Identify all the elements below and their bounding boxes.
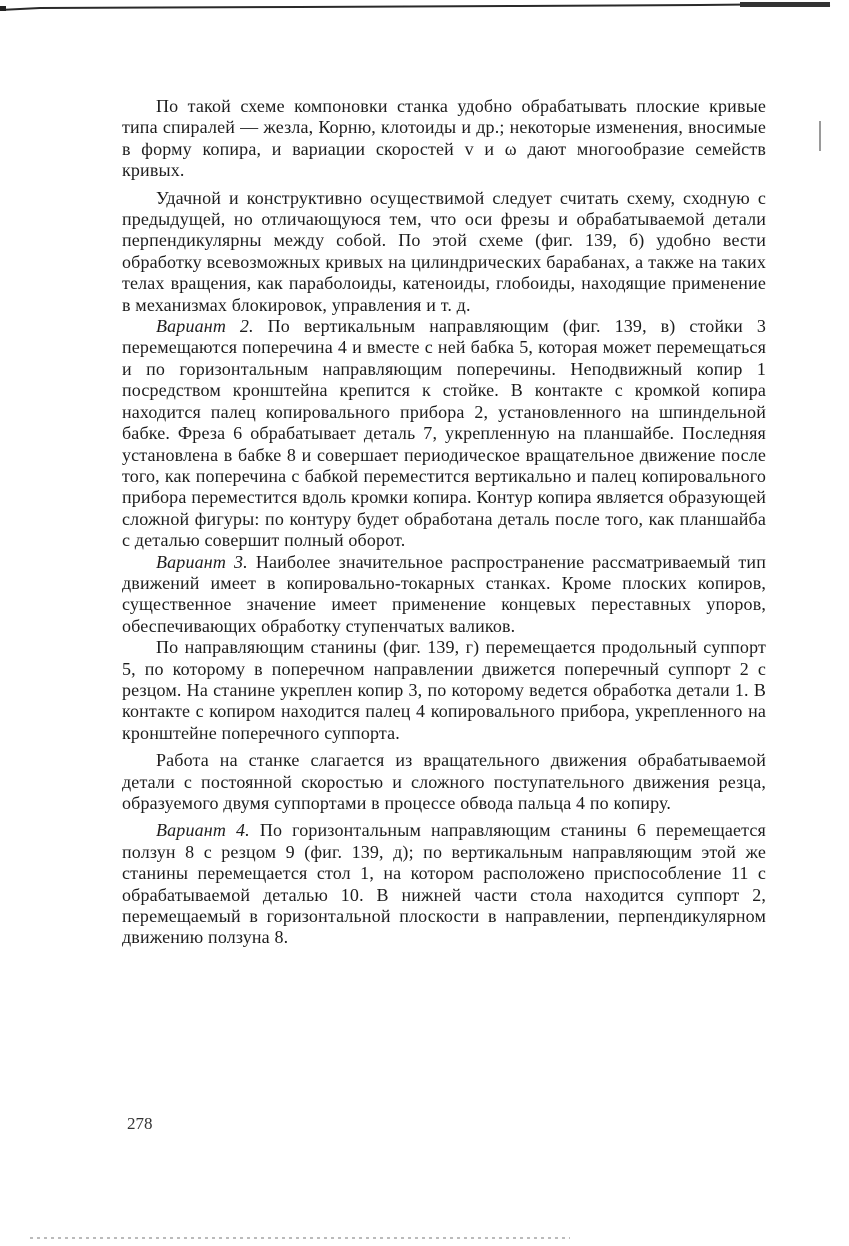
variant-4-text: По горизонтальным направляющим станины 6 перемещается ползун 8 с резцом 9 (фиг. 139, д); по вертикальным направляющим этой же станины перемещается стол 1, на котором расположено приспособление 11 с обрабатываемой деталью 10. В нижней части стола находится суппорт 2, перемещаемый в горизонтальной плоскости в направлении, перпендикулярном движению ползуна 8. — [122, 820, 766, 948]
variant-2-lead: Вариант 2. — [156, 316, 254, 337]
page-body — [122, 96, 766, 949]
variant-3-text: Наиболее значительное распространение рассматриваемый тип движений имеет в копировально-токарных станках. Кроме плоских копиров, существенное значение имеет применение концевых переставных упоров, обеспечивающих обработку ступенчатых валиков. — [122, 551, 766, 636]
variant-4-lead: Вариант 4. — [156, 820, 250, 841]
paragraph-1: По такой схеме компоновки станка удобно обрабатывать плоские кривые типа спиралей — жезла, Корню, клотоиды и др.; некоторые изменения, вносимые в форму копира, и вариации скоростей v и ω дают многообразие семейств кривых. — [122, 96, 766, 181]
variant-3-lead: Вариант 3. — [156, 551, 248, 572]
paragraph-variant-3 — [122, 552, 766, 638]
scan-bottom-edge — [30, 1228, 570, 1234]
margin-mark — [819, 121, 821, 151]
scan-top-edge — [0, 0, 849, 12]
paragraph-variant-2 — [122, 316, 766, 551]
paragraph-2: Удачной и конструктивно осуществимой следует считать схему, сходную с предыдущей, но отличающуюся тем, что оси фрезы и обрабатываемой детали перпендикулярны между собой. По этой схеме (фиг. 139, б) удобно вести обработку всевозможных кривых на цилиндрических барабанах, а также на таких телах вращения, как параболоиды, катеноиды, глобоиды, находящие применение в механизмах блокировок, управления и т. д. — [122, 187, 766, 315]
paragraph-6: Работа на станке слагается из вращательного движения обрабатываемой детали с постоянной скоростью и сложного поступательного движения резца, образуемого двумя суппортами в процессе обвода пальца 4 по копиру. — [122, 750, 766, 813]
paragraph-variant-4 — [122, 820, 766, 948]
page-number: 278 — [127, 1114, 153, 1133]
variant-2-text: По вертикальным направляющим (фиг. 139, в) стойки 3 перемещаются поперечина 4 и вместе с ней бабка 5, которая может перемещаться и по горизонтальным направляющим поперечины. Неподвижный копир 1 посредством кронштейна крепится к стойке. В контакте с кромкой копира находится палец копировального прибора 2, установленного на шпиндельной бабке. Фреза 6 обрабатывает деталь 7, укрепленную на планшайбе. Последняя установлена в бабке 8 и совершает периодическое вращательное движение после того, как поперечина с бабкой переместится вертикально и палец копировального прибора переместится вдоль кромки копира. Контур копира является образующей сложной фигуры: по контуру будет обработана деталь после того, как планшайба с деталью совершит полный оборот. — [122, 316, 766, 551]
paragraph-5: По направляющим станины (фиг. 139, г) перемещается продольный суппорт 5, по которому в поперечном направлении движется поперечный суппорт 2 с резцом. На станине укреплен копир 3, по которому ведется обработка детали 1. В контакте с копиром находится палец 4 копировального прибора, укрепленного на кронштейне поперечного суппорта. — [122, 637, 766, 743]
